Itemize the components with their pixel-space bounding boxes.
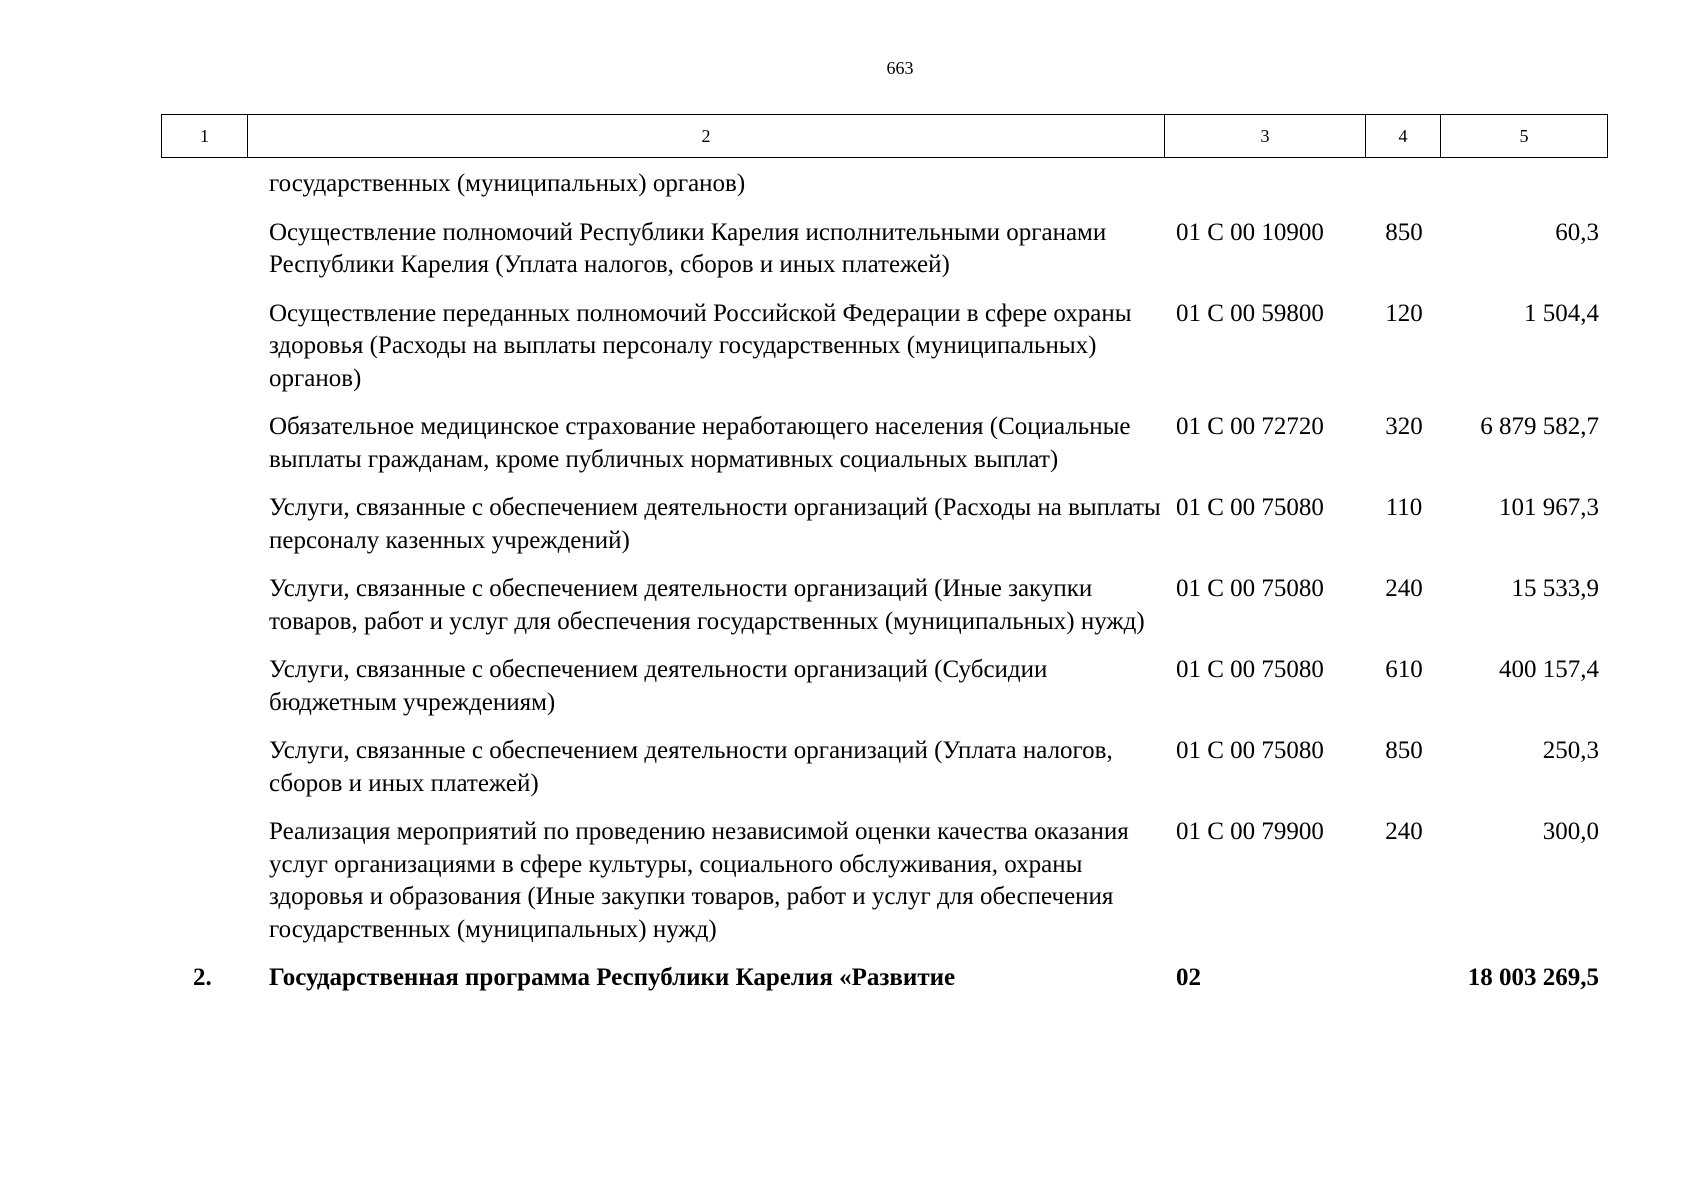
row-expense-type: 120	[1385, 299, 1423, 327]
column-header-5: 5	[1441, 115, 1608, 158]
row-amount: 250,3	[1542, 737, 1599, 764]
column-header-3: 3	[1165, 115, 1366, 158]
row-amount: 60,3	[1555, 218, 1599, 246]
row-description: Осуществление полномочий Республики Карелия исполнительными органами Республики Карелия (Уплата налогов, сборов и иных платежей)	[269, 218, 1107, 278]
table-row	[161, 217, 1607, 282]
table-row	[161, 735, 1607, 800]
row-description: Государственная программа Республики Карелия «Развитие	[269, 964, 956, 991]
row-amount: 6 879 582,7	[1480, 413, 1599, 440]
row-expense-type: 110	[1385, 494, 1423, 521]
column-header-table	[161, 114, 1608, 158]
budget-rows	[161, 168, 1607, 1011]
row-number: 2.	[193, 964, 212, 991]
row-description: Обязательное медицинское страхование неработающего населения (Социальные выплаты гражданам, кроме публичных нормативных социальных выплат)	[269, 413, 1131, 473]
row-expense-type: 240	[1385, 818, 1423, 845]
row-description: Осуществление переданных полномочий Российской Федерации в сфере охраны здоровья (Расходы на выплаты персоналу государственных (муниципальных) органов)	[269, 299, 1132, 392]
table-row	[161, 492, 1607, 557]
row-description: государственных (муниципальных) органов)	[269, 170, 746, 197]
row-expense-type	[1368, 962, 1426, 995]
row-expense-type: 320	[1385, 413, 1423, 440]
row-number	[161, 654, 221, 719]
row-number	[161, 411, 221, 476]
row-expense-type: 850	[1385, 737, 1423, 764]
row-amount: 15 533,9	[1511, 575, 1599, 602]
column-header-row	[162, 115, 1608, 158]
row-number	[161, 816, 221, 946]
row-amount: 101 967,3	[1499, 494, 1599, 521]
row-target-code: 01 С 00 59800	[1176, 299, 1324, 327]
row-description: Услуги, связанные с обеспечением деятельности организаций (Иные закупки товаров, работ и услуг для обеспечения государственных (муниципальных) нужд)	[269, 575, 1145, 635]
row-number	[161, 573, 221, 638]
row-amount: 18 003 269,5	[1467, 964, 1599, 991]
row-number	[161, 298, 221, 396]
row-number	[161, 735, 221, 800]
row-number	[161, 168, 221, 201]
table-row	[161, 411, 1607, 476]
table-row	[161, 298, 1607, 396]
table-row	[161, 654, 1607, 719]
row-amount	[1426, 168, 1607, 201]
row-target-code	[1168, 168, 1368, 201]
row-expense-type: 610	[1385, 656, 1423, 683]
row-description: Услуги, связанные с обеспечением деятельности организаций (Уплата налогов, сборов и иных платежей)	[269, 737, 1113, 797]
program-row	[161, 962, 1607, 995]
row-target-code: 01 С 00 72720	[1176, 413, 1324, 440]
page-number: 663	[886, 58, 914, 78]
row-target-code: 01 С 00 75080	[1176, 575, 1324, 602]
column-header-4: 4	[1366, 115, 1441, 158]
row-description: Услуги, связанные с обеспечением деятельности организаций (Субсидии бюджетным учреждениям)	[269, 656, 1048, 716]
row-expense-type: 850	[1385, 218, 1423, 246]
row-expense-type: 240	[1385, 575, 1423, 602]
row-number	[161, 492, 221, 557]
row-target-code: 01 С 00 10900	[1176, 218, 1324, 246]
row-target-code: 01 С 00 75080	[1176, 656, 1324, 683]
row-target-code: 01 С 00 75080	[1176, 494, 1324, 521]
table-row	[161, 816, 1607, 946]
row-number	[161, 217, 221, 282]
row-amount: 400 157,4	[1499, 656, 1599, 683]
row-description: Услуги, связанные с обеспечением деятельности организаций (Расходы на выплаты персоналу казенных учреждений)	[269, 494, 1161, 554]
row-target-code: 01 С 00 75080	[1176, 737, 1324, 764]
row-target-code: 02	[1176, 964, 1201, 991]
row-amount: 300,0	[1542, 818, 1599, 845]
row-amount: 1 504,4	[1524, 299, 1599, 327]
row-description: Реализация мероприятий по проведению независимой оценки качества оказания услуг организациями в сфере культуры, социального обслуживания, охраны здоровья и образования (Иные закупки товаров, работ и услуг для обеспечения государственных (муниципальных) нужд)	[269, 818, 1129, 943]
table-row	[161, 168, 1607, 201]
column-header-2: 2	[248, 115, 1165, 158]
table-row	[161, 573, 1607, 638]
column-header-1: 1	[162, 115, 248, 158]
row-target-code: 01 С 00 79900	[1176, 818, 1324, 845]
row-expense-type	[1368, 168, 1426, 201]
